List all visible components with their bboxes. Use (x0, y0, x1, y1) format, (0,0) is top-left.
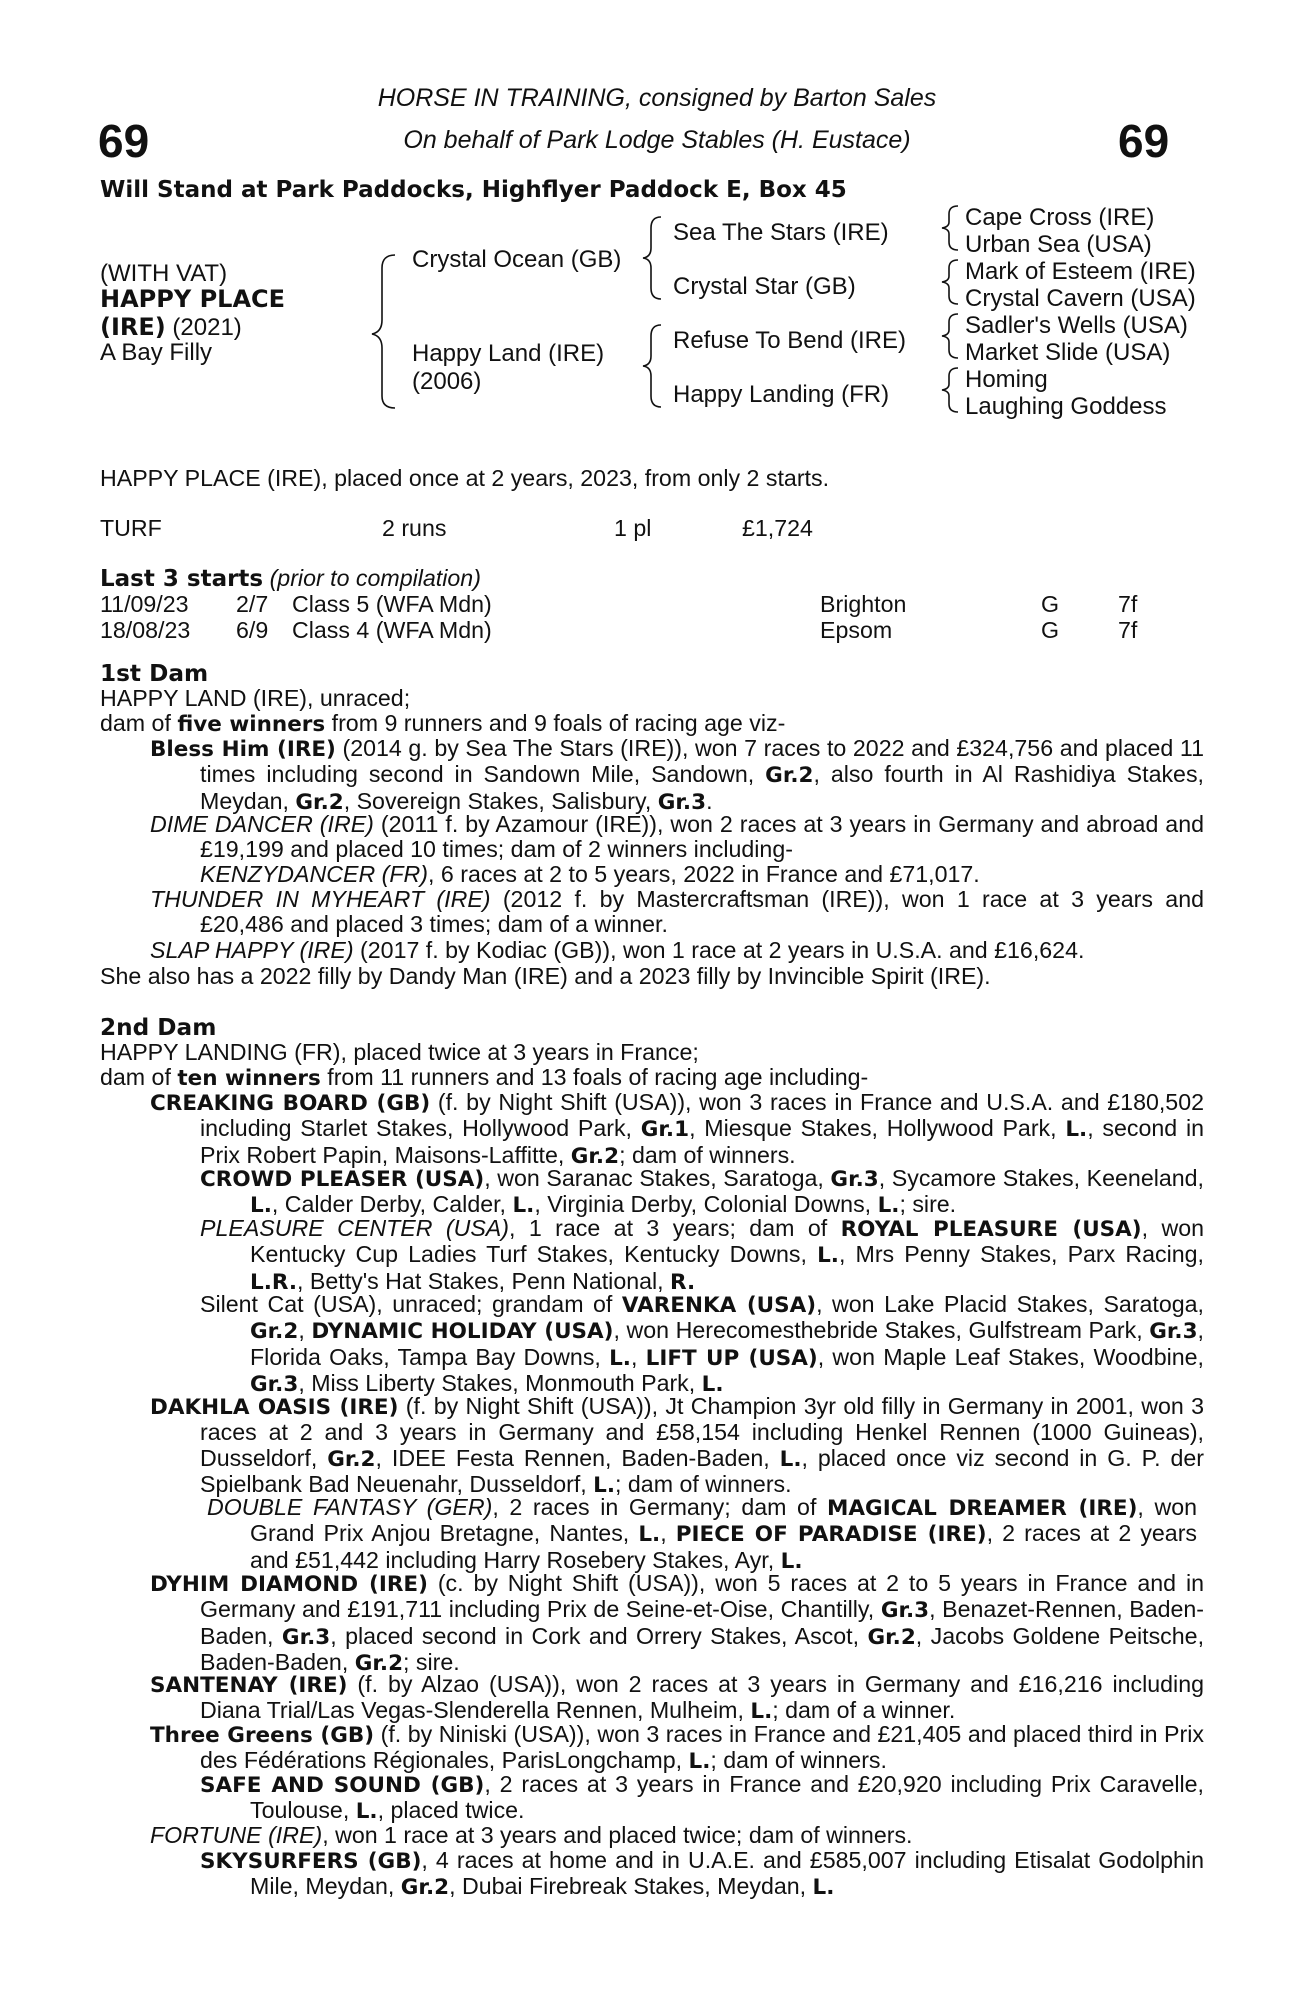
grade: Gr.3 (830, 1167, 879, 1192)
progeny-name: KENZYDANCER (FR) (200, 861, 429, 887)
text: , placed once viz second in G. P. der Spielbank Bad Neuenahr, Dusseldorf, (200, 1444, 1205, 1497)
text: , Dubai Firebreak Stakes, Meydan, (449, 1873, 813, 1900)
grade: Gr.2 (867, 1624, 916, 1650)
horse-name: LIFT UP (USA) (645, 1345, 818, 1371)
brace-sire-dam (372, 255, 395, 408)
grade: R. (670, 1269, 696, 1295)
start-going: G (1041, 591, 1060, 617)
progeny-kenzydancer (200, 862, 1204, 887)
text: , won Grand Prix Anjou Bretagne, Nantes, (250, 1494, 1198, 1547)
pedigree-dam-sire: Refuse To Bend (IRE) (673, 327, 907, 354)
second-dam-line2 (100, 1064, 868, 1091)
first-dam-line2-a: dam of (100, 710, 178, 736)
first-dam-winners: five winners (177, 712, 326, 737)
progeny-dyhim-diamond (150, 1571, 1204, 1676)
brace-ss (942, 206, 958, 250)
grade: L. (817, 1243, 839, 1269)
text: , won Saranac Stakes, Saratoga, (484, 1165, 831, 1191)
pedigree-dam-dam: Happy Landing (FR) (673, 381, 890, 408)
text: , Virginia Derby, Colonial Downs, (534, 1191, 878, 1218)
pedigree-sire: Crystal Ocean (GB) (412, 246, 622, 273)
grade: L. (877, 1193, 900, 1219)
text: , Sycamore Stakes, Keeneland, (878, 1165, 1205, 1191)
progeny-slap-happy (150, 938, 1204, 963)
second-dam-winners: ten winners (177, 1066, 321, 1091)
grade: L. (688, 1749, 711, 1775)
first-dam-line2-c: from 9 runners and 9 foals of racing age viz- (325, 710, 786, 736)
progeny-text: (2012 f. by Mastercraftsman (IRE)), won 1 race at 3 years and £20,486 and placed 3 times; dam of a winner. (200, 886, 1204, 938)
progeny-name: DAKHLA OASIS (IRE) (150, 1395, 399, 1420)
start-date: 11/09/23 (100, 591, 189, 617)
text: (f. by Night Shift (USA)), won 3 races in France and U.S.A. and £180,502 including Starlet Stakes, Hollywood Park, (200, 1089, 1204, 1142)
text: , Jacobs Goldene Peitsche, Baden-Baden, (200, 1622, 1205, 1675)
text: , placed twice. (377, 1797, 525, 1824)
progeny-santenay (150, 1672, 1204, 1725)
horse-year: (2021) (165, 314, 242, 341)
start-distance: 7f (1118, 591, 1138, 617)
brace-sire-line (643, 217, 661, 299)
progeny-name: Three Greens (GB) (150, 1723, 375, 1748)
text: ; dam of winners. (619, 1141, 796, 1168)
start-going: G (1041, 617, 1060, 643)
grade: Gr.2 (295, 789, 344, 815)
grade: L. (1065, 1117, 1088, 1143)
text: (c. by Night Shift (USA)), won 5 races at 2 to 5 years in France and in Germany and £191,711 including Prix de Seine-et-Oise, Chantilly, (200, 1570, 1204, 1623)
text: ; dam of winners. (710, 1747, 887, 1774)
pedigree-ssd: Urban Sea (USA) (965, 231, 1152, 258)
grade: Gr.1 (640, 1117, 690, 1143)
text: , Betty's Hat Stakes, Penn National, (297, 1267, 671, 1294)
grade: L. (812, 1875, 835, 1901)
grade: Gr.2 (570, 1143, 620, 1169)
lot-number-left: 69 (98, 115, 150, 167)
pedigree-sire-dam: Crystal Star (GB) (673, 273, 856, 300)
text: , Benazet-Rennen, Baden-Baden, (200, 1596, 1204, 1649)
progeny-text: , 6 races at 2 to 5 years, 2022 in France and £71,017. (428, 861, 980, 887)
record-placings: 1 pl (614, 515, 652, 541)
horse-name: PIECE OF PARADISE (IRE) (675, 1522, 987, 1548)
text: ; dam of a winner. (772, 1697, 956, 1724)
progeny-skysurfers (200, 1848, 1204, 1901)
text: , second in Prix Robert Papin, Maisons-Laffitte, (200, 1115, 1204, 1168)
progeny-dime-dancer (150, 812, 1204, 863)
text: , Miesque Stakes, Hollywood Park, (689, 1115, 1066, 1142)
pedigree-sire-sire: Sea The Stars (IRE) (673, 219, 889, 246)
text: , 2 races in Germany; dam of (492, 1494, 828, 1520)
brace-dam-line (643, 325, 661, 407)
grade: Gr.3 (657, 789, 707, 815)
horse-name: VARENKA (USA) (621, 1293, 817, 1318)
progeny-three-greens (150, 1722, 1204, 1775)
start-position: 6/9 (236, 617, 269, 643)
progeny-text: . (706, 787, 713, 814)
text: (f. by Niniski (USA)), won 3 races in France and £21,405 and placed third in Prix des Fédérations Régionales, ParisLongchamp, (200, 1721, 1204, 1774)
progeny-text: , Sovereign Stakes, Salisbury, (343, 787, 658, 814)
progeny-name: SKYSURFERS (GB) (200, 1849, 422, 1874)
progeny-text: (2014 g. by Sea The Stars (IRE)), won 7 races to 2022 and £324,756 and placed 11 times including second in Sandown Mile, Sandown, (200, 735, 1204, 788)
grade: L. (701, 1371, 724, 1397)
progeny-crowd-pleaser (200, 1166, 1204, 1219)
start-race: Class 4 (WFA Mdn) (292, 617, 492, 643)
first-dam-title: 1st Dam (100, 660, 209, 687)
start-race: Class 5 (WFA Mdn) (292, 591, 492, 617)
progeny-name: CREAKING BOARD (GB) (150, 1091, 431, 1116)
grade: Gr.3 (281, 1624, 331, 1650)
progeny-name: PLEASURE CENTER (USA) (200, 1215, 509, 1241)
text: ; sire. (899, 1191, 957, 1218)
grade: L. (638, 1522, 661, 1548)
record-earnings: £1,724 (742, 515, 813, 541)
progeny-name: SLAP HAPPY (IRE) (150, 937, 354, 963)
grade: L. (779, 1446, 802, 1472)
text: , Miss Liberty Stakes, Monmouth Park, (298, 1369, 702, 1396)
pedigree-sds: Mark of Esteem (IRE) (965, 258, 1196, 285)
text: , won 1 race at 3 years and placed twice; dam of winners. (322, 1822, 913, 1848)
text: , (660, 1520, 676, 1547)
brace-sd (942, 260, 958, 304)
pedigree-ddd: Laughing Goddess (965, 393, 1167, 420)
progeny-dakhla-oasis (150, 1394, 1204, 1498)
record-runs: 2 runs (382, 515, 447, 541)
start-date: 18/08/23 (100, 617, 191, 643)
grade: Gr.3 (1149, 1319, 1198, 1345)
text: Silent Cat (USA), unraced; grandam of (200, 1291, 622, 1317)
grade: L.R. (250, 1269, 297, 1295)
text: , 1 race at 3 years; dam of (509, 1215, 841, 1241)
text: , Mrs Penny Stakes, Parx Racing, (838, 1241, 1204, 1268)
pedigree-dam: Happy Land (IRE) (412, 340, 605, 367)
progeny-double-fantasy (207, 1495, 1197, 1574)
text: , 2 races at 3 years in France and £20,920 including Prix Caravelle, Toulouse, (250, 1771, 1204, 1824)
brace-dd (942, 368, 958, 412)
horse-name: ROYAL PLEASURE (USA) (840, 1217, 1142, 1242)
text: , IDEE Festa Rennen, Baden-Baden, (375, 1444, 780, 1471)
progeny-text: , also fourth in Al Rashidiya Stakes, Meydan, (200, 761, 1204, 814)
text: , 2 races at 2 years and £51,442 including Harry Rosebery Stakes, Ayr, (250, 1520, 1198, 1573)
second-dam-line2-a: dam of (100, 1064, 178, 1090)
text: , placed second in Cork and Orrery Stakes, Ascot, (330, 1622, 868, 1649)
first-dam-footer: She also has a 2022 filly by Dandy Man (IRE) and a 2023 filly by Invincible Spirit (IRE). (100, 963, 991, 989)
horse-suffix: (IRE) (100, 313, 166, 341)
text: , won Kentucky Cup Ladies Turf Stakes, Kentucky Downs, (250, 1215, 1205, 1268)
progeny-bless-him (150, 736, 1204, 815)
pedigree-dds: Homing (965, 366, 1048, 393)
start-distance: 7f (1118, 617, 1138, 643)
text: , (298, 1317, 312, 1344)
vendor-line: On behalf of Park Lodge Stables (H. Eustace) (403, 126, 911, 154)
race-summary: HAPPY PLACE (IRE), placed once at 2 years, 2023, from only 2 starts. (100, 465, 830, 491)
progeny-safe-and-sound (200, 1772, 1204, 1825)
text: , won Herecomesthebride Stakes, Gulfstream Park, (613, 1317, 1150, 1344)
second-dam-line1: HAPPY LANDING (FR), placed twice at 3 years in France; (100, 1039, 699, 1065)
stand-location: Will Stand at Park Paddocks, Highflyer Paddock E, Box 45 (100, 177, 847, 203)
text: , won Maple Leaf Stakes, Woodbine, (817, 1343, 1204, 1370)
horse-name: MAGICAL DREAMER (IRE) (827, 1496, 1138, 1521)
grade: L. (609, 1345, 631, 1371)
grade: L. (355, 1799, 378, 1825)
progeny-name: Bless Him (IRE) (150, 737, 336, 762)
last-starts-note: (prior to compilation) (269, 565, 481, 591)
text: (f. by Alzao (USA)), won 2 races at 3 years in Germany and £16,216 including Diana Trial/Las Vegas-Slenderella Rennen, Mulheim, (200, 1671, 1204, 1724)
grade: L. (780, 1548, 803, 1574)
grade: Gr.2 (250, 1319, 299, 1345)
text: , (630, 1343, 646, 1370)
grade: Gr.2 (354, 1650, 404, 1676)
grade: L. (750, 1699, 773, 1725)
pedigree-sss: Cape Cross (IRE) (965, 204, 1155, 231)
grade: Gr.2 (327, 1446, 376, 1472)
text: ; sire. (403, 1648, 460, 1675)
pedigree-sdd: Crystal Cavern (USA) (965, 285, 1196, 312)
progeny-name: THUNDER IN MYHEART (IRE) (150, 886, 491, 912)
text: , 4 races at home and in U.A.E. and £585,007 including Etisalat Godolphin Mile, Meydan, (250, 1847, 1204, 1900)
first-dam-line1: HAPPY LAND (IRE), unraced; (100, 685, 411, 711)
start-position: 2/7 (236, 591, 269, 617)
last-starts-title: Last 3 starts (100, 566, 264, 592)
vat-label: (WITH VAT) (100, 260, 228, 287)
start-course: Brighton (820, 591, 907, 617)
progeny-text: (2011 f. by Azamour (IRE)), won 2 races at 3 years in Germany and abroad and £19,199 and placed 10 times; dam of 2 winners including- (200, 811, 1204, 863)
pedigree-dsd: Market Slide (USA) (965, 339, 1171, 366)
grade: Gr.2 (765, 763, 814, 789)
consignor-line: HORSE IN TRAINING, consigned by Barton Sales (377, 84, 937, 112)
progeny-name: CROWD PLEASER (USA) (200, 1167, 485, 1192)
pedigree-dss: Sadler's Wells (USA) (965, 312, 1188, 339)
progeny-fortune (150, 1823, 1204, 1848)
progeny-creaking-board (150, 1090, 1204, 1169)
grade: Gr.3 (880, 1598, 930, 1624)
grade: Gr.3 (250, 1371, 299, 1397)
progeny-name: SAFE AND SOUND (GB) (200, 1773, 485, 1798)
second-dam-line2-c: from 11 runners and 13 foals of racing age including- (320, 1064, 869, 1090)
progeny-text: (2017 f. by Kodiac (GB)), won 1 race at 2 years in U.S.A. and £16,624. (353, 937, 1085, 963)
progeny-name: FORTUNE (IRE) (150, 1822, 323, 1848)
start-course: Epsom (820, 617, 893, 643)
grade: L. (512, 1193, 535, 1219)
text: , Florida Oaks, Tampa Bay Downs, (250, 1317, 1204, 1370)
horse-name: HAPPY PLACE (100, 285, 286, 313)
last-starts-heading (100, 565, 481, 592)
progeny-pleasure-center (200, 1216, 1204, 1295)
progeny-name: DOUBLE FANTASY (GER) (207, 1494, 493, 1520)
horse-description: A Bay Filly (100, 339, 213, 366)
pedigree-dam-year: (2006) (412, 368, 482, 395)
progeny-name: SANTENAY (IRE) (150, 1673, 348, 1698)
second-dam-title: 2nd Dam (100, 1014, 217, 1041)
horse-name: DYNAMIC HOLIDAY (USA) (311, 1319, 614, 1345)
text: , Calder Derby, Calder, (271, 1191, 513, 1218)
text: (f. by Night Shift (USA)), Jt Champion 3yr old filly in Germany in 2001, won 3 races at 2 and 3 years in Germany and £58,154 including Henkel Rennen (1000 Guineas), Dusseldorf, (200, 1393, 1205, 1471)
brace-ds (942, 314, 958, 358)
text: ; dam of winners. (615, 1470, 792, 1497)
grade: L. (250, 1193, 272, 1219)
progeny-name: DIME DANCER (IRE) (150, 811, 374, 837)
record-surface: TURF (100, 515, 162, 541)
progeny-name: DYHIM DIAMOND (IRE) (150, 1572, 428, 1597)
first-dam-line2 (100, 710, 785, 737)
text: , won Lake Placid Stakes, Saratoga, (816, 1291, 1205, 1317)
progeny-thunder (150, 887, 1204, 938)
lot-number-right: 69 (1118, 115, 1170, 167)
grade: Gr.2 (400, 1875, 450, 1901)
grade: L. (593, 1472, 616, 1498)
progeny-silent-cat (200, 1292, 1204, 1397)
